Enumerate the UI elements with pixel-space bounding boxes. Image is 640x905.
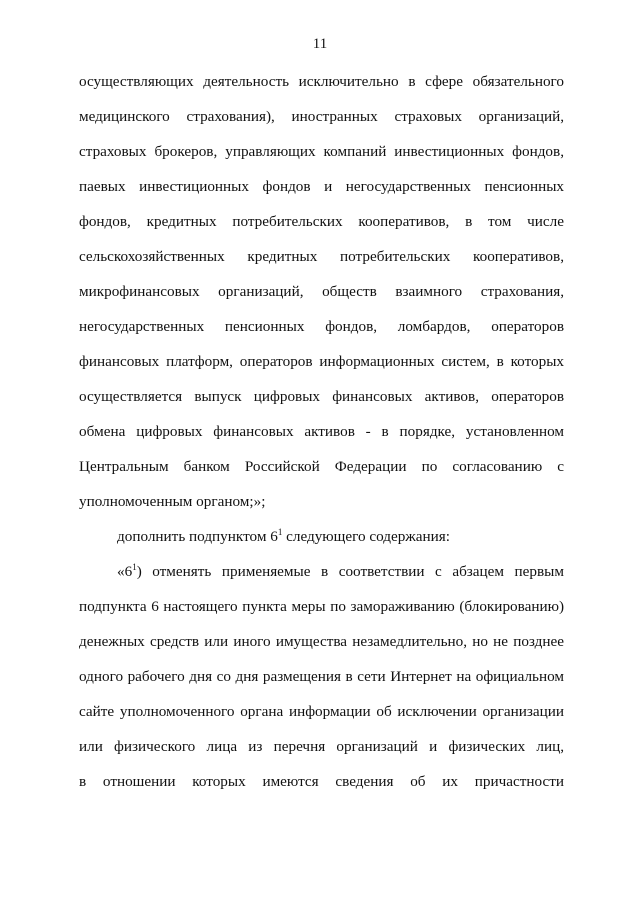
paragraph-intro [117,527,564,547]
text-line: одного рабочего дня со дня размещения в сети Интернет на официальном [79,668,564,685]
superscript: 1 [132,562,137,572]
superscript: 1 [277,527,283,537]
text-line: осуществляется выпуск цифровых финансовых активов, операторов [79,388,564,405]
text-line: Центральным банком Российской Федерации по согласованию с [79,458,564,475]
text-fragment: «6 [117,563,133,580]
page-number: 11 [312,36,328,52]
text-fragment: ) отменять применяемые в соответствии с абзацем первым [136,563,564,580]
text-line: в отношении которых имеются сведения об их причастности [79,773,564,790]
text-line: сельскохозяйственных кредитных потребительских кооперативов, [79,248,564,265]
text-line: денежных средств или иного имущества незамедлительно, но не позднее [79,633,564,650]
text-line: негосударственных пенсионных фондов, ломбардов, операторов [79,318,564,335]
text-line: или физического лица из перечня организаций и физических лиц, [79,738,564,755]
text-fragment: следующего содержания: [282,528,450,545]
text-line: сайте уполномоченного органа информации об исключении организации [79,703,564,720]
text-line: финансовых платформ, операторов информационных систем, в которых [79,353,564,370]
text-line: осуществляющих деятельность исключительно в сфере обязательного [79,73,564,90]
text-line: уполномоченным органом;»; [79,493,266,510]
text-line: медицинского страхования), иностранных страховых организаций, [79,108,564,125]
text-line: обмена цифровых финансовых активов - в порядке, установленном [79,423,564,440]
text-line: фондов, кредитных потребительских кооперативов, в том числе [79,213,564,230]
text-fragment: дополнить подпунктом 6 [117,528,278,545]
text-line: паевых инвестиционных фондов и негосударственных пенсионных [79,178,564,195]
text-line: микрофинансовых организаций, обществ взаимного страхования, [79,283,564,300]
paragraph-first-line [117,562,564,582]
text-line: страховых брокеров, управляющих компаний инвестиционных фондов, [79,143,564,160]
text-line: подпункта 6 настоящего пункта меры по замораживанию (блокированию) [79,598,564,615]
